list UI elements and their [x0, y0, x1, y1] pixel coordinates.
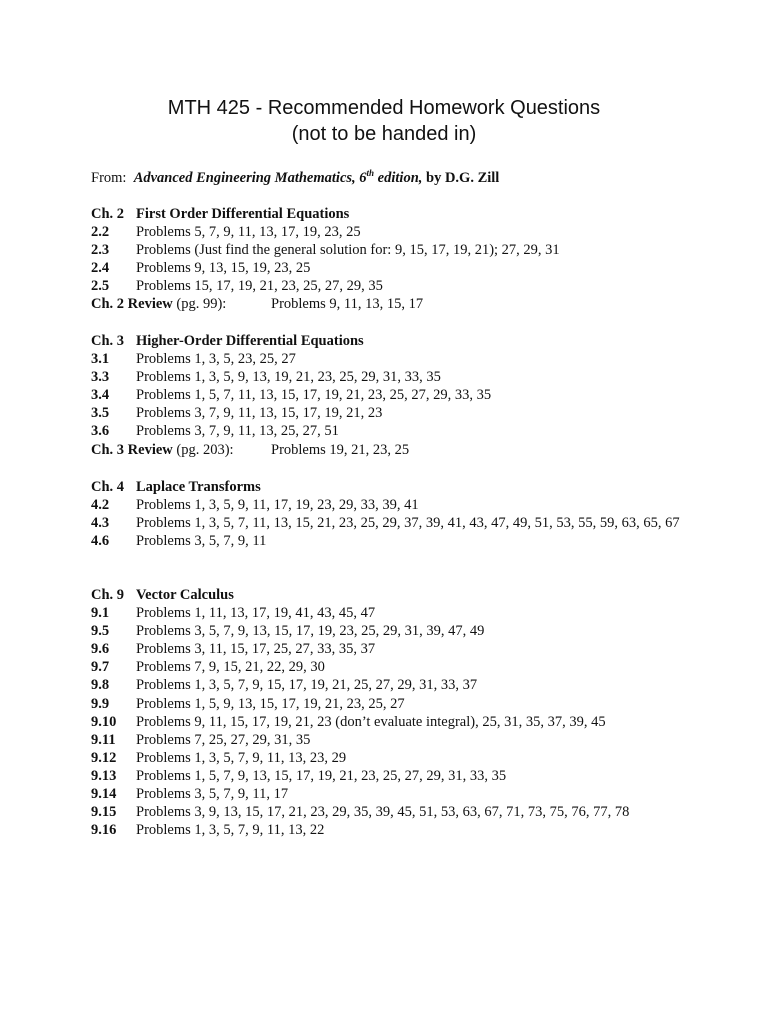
- section-number: 4.3: [91, 515, 110, 532]
- section-problems: Problems 15, 17, 19, 21, 23, 25, 27, 29, 35: [136, 278, 383, 295]
- section-row: [91, 785, 691, 803]
- review-row: [91, 295, 691, 313]
- chapter-label: Ch. 9: [91, 587, 125, 603]
- section-number: 3.3: [91, 369, 110, 386]
- chapter-label: Ch. 4: [91, 479, 125, 495]
- section-problems: Problems 1, 5, 9, 13, 15, 17, 19, 21, 23, 25, 27: [136, 695, 405, 712]
- section-row: [91, 604, 691, 622]
- section-problems: Problems 3, 7, 9, 11, 13, 25, 27, 51: [136, 423, 339, 440]
- section-number: 2.2: [91, 224, 110, 241]
- book-title: [134, 170, 423, 186]
- section-problems: Problems 1, 5, 7, 9, 13, 15, 17, 19, 21, 23, 25, 27, 29, 31, 33, 35: [136, 767, 507, 784]
- section-row: [91, 496, 691, 514]
- section-problems: Problems 7, 9, 15, 21, 22, 29, 30: [136, 659, 325, 676]
- review-label: [91, 441, 271, 459]
- section-problems: Problems 1, 3, 5, 23, 25, 27: [136, 351, 296, 368]
- section-row: [91, 640, 691, 658]
- section-number: 2.5: [91, 278, 110, 295]
- review-page: (pg. 99):: [176, 296, 227, 313]
- document-subtitle: (not to be handed in): [291, 123, 477, 145]
- section-problems: Problems 1, 3, 5, 7, 9, 15, 17, 19, 21, 25, 27, 29, 31, 33, 37: [136, 677, 478, 694]
- review-row: [91, 441, 691, 459]
- section-problems: Problems 1, 3, 5, 9, 13, 19, 21, 23, 25, 29, 31, 33, 35: [136, 369, 441, 386]
- section-number: 9.14: [91, 786, 117, 803]
- section-problems: Problems 3, 9, 13, 15, 17, 21, 23, 29, 35, 39, 45, 51, 53, 63, 67, 71, 73, 75, 76, 77, 78: [136, 804, 630, 821]
- section-row: [91, 277, 691, 295]
- section-row: [91, 422, 691, 440]
- section-problems: Problems 7, 25, 27, 29, 31, 35: [136, 731, 311, 748]
- section-row: [91, 749, 691, 767]
- book-edition-suffix: edition,: [374, 169, 423, 186]
- section-number: 9.8: [91, 677, 110, 694]
- section-problems: Problems 1, 3, 5, 7, 9, 11, 13, 23, 29: [136, 749, 347, 766]
- section-number: 9.11: [91, 731, 116, 748]
- chapter-title: First Order Differential Equations: [136, 206, 350, 222]
- section-problems: Problems 1, 5, 7, 11, 13, 15, 17, 19, 21, 23, 25, 27, 29, 33, 35: [136, 387, 492, 404]
- section-row: [91, 386, 691, 404]
- review-label-text: Ch. 2 Review: [91, 296, 173, 313]
- section-number: 9.10: [91, 713, 117, 730]
- section-problems: Problems 9, 11, 15, 17, 19, 21, 23 (don’t evaluate integral), 25, 31, 35, 37, 39, 45: [136, 713, 606, 730]
- section-number: 3.5: [91, 405, 110, 422]
- section-number: 9.5: [91, 623, 110, 640]
- book-author: by D.G. Zill: [426, 169, 500, 186]
- book-edition-superscript: th: [366, 168, 375, 178]
- chapter-heading: [91, 586, 691, 604]
- section-problems: Problems 1, 3, 5, 9, 11, 17, 19, 23, 29, 33, 39, 41: [136, 497, 419, 514]
- section-problems: Problems 5, 7, 9, 11, 13, 17, 19, 23, 25: [136, 224, 361, 241]
- section-row: [91, 676, 691, 694]
- chapter-block: [91, 478, 691, 550]
- section-row: [91, 821, 691, 839]
- review-label: [91, 295, 271, 313]
- chapter-title: Higher-Order Differential Equations: [136, 333, 364, 349]
- section-row: [91, 713, 691, 731]
- section-row: [91, 241, 691, 259]
- section-row: [91, 839, 691, 857]
- chapter-title: Laplace Transforms: [136, 479, 261, 495]
- section-row: [91, 622, 691, 640]
- section-problems: Problems 1, 11, 13, 17, 19, 41, 43, 45, 47: [136, 605, 376, 622]
- section-row: [91, 223, 691, 241]
- section-row: [91, 259, 691, 277]
- from-label: From:: [91, 169, 127, 186]
- section-number: 3.6: [91, 423, 110, 440]
- section-number: 9.6: [91, 641, 110, 658]
- review-page: (pg. 203):: [176, 441, 234, 458]
- book-title-text: Advanced Engineering Mathematics, 6: [133, 169, 367, 186]
- section-number: 3.4: [91, 387, 110, 404]
- review-label-text: Ch. 3 Review: [91, 441, 173, 458]
- section-problems: Problems 3, 5, 7, 9, 11, 17: [136, 786, 289, 803]
- chapter-label: Ch. 3: [91, 333, 125, 349]
- source-line: [91, 168, 499, 187]
- section-row: [91, 695, 691, 713]
- section-row: [91, 404, 691, 422]
- review-problems: Problems 19, 21, 23, 25: [271, 441, 410, 458]
- section-row: [91, 350, 691, 368]
- section-number: 4.6: [91, 533, 110, 550]
- section-problems: Problems 3, 11, 15, 17, 25, 27, 33, 35, 37: [136, 641, 376, 658]
- section-row: [91, 803, 691, 821]
- review-problems: Problems 9, 11, 13, 15, 17: [271, 296, 424, 313]
- section-problems: Problems 1, 3, 5, 7, 11, 13, 15, 21, 23, 25, 29, 37, 39, 41, 43, 47, 49, 51, 53, 55, 59, 63, 65, 67: [136, 515, 680, 532]
- chapter-block: [91, 205, 691, 314]
- section-number: 9.15: [91, 804, 117, 821]
- section-row: [91, 658, 691, 676]
- chapter-block: [91, 586, 691, 857]
- section-row: [91, 514, 691, 532]
- section-number: 3.1: [91, 351, 110, 368]
- section-problems: Problems 9, 13, 15, 19, 23, 25: [136, 260, 311, 277]
- section-number: 9.1: [91, 605, 110, 622]
- section-number: 9.7: [91, 659, 110, 676]
- chapter-title: Vector Calculus: [136, 587, 234, 603]
- section-number: 2.4: [91, 260, 110, 277]
- section-number: 9.9: [91, 695, 110, 712]
- chapter-heading: [91, 478, 691, 496]
- chapter-heading: [91, 332, 691, 350]
- section-number: 4.2: [91, 497, 110, 514]
- section-row: [91, 731, 691, 749]
- chapter-label: Ch. 2: [91, 206, 125, 222]
- section-number: 2.3: [91, 242, 110, 259]
- chapter-block: [91, 332, 691, 459]
- section-row: [91, 368, 691, 386]
- chapter-heading: [91, 205, 691, 223]
- section-problems: Problems 3, 5, 7, 9, 13, 15, 17, 19, 23, 25, 29, 31, 39, 47, 49: [136, 623, 485, 640]
- section-problems: Problems 3, 5, 7, 9, 11: [136, 533, 267, 550]
- section-problems: Problems 3, 7, 9, 11, 13, 15, 17, 19, 21, 23: [136, 405, 383, 422]
- section-row: [91, 532, 691, 550]
- section-number: 9.12: [91, 749, 117, 766]
- document-title: MTH 425 - Recommended Homework Questions: [167, 97, 601, 119]
- section-problems: Problems 1, 3, 5, 7, 9, 11, 13, 22: [136, 822, 325, 839]
- section-number: 9.13: [91, 767, 117, 784]
- section-number: 9.16: [91, 822, 117, 839]
- section-row: [91, 767, 691, 785]
- section-problems: Problems (Just find the general solution for: 9, 15, 17, 19, 21); 27, 29, 31: [136, 242, 560, 259]
